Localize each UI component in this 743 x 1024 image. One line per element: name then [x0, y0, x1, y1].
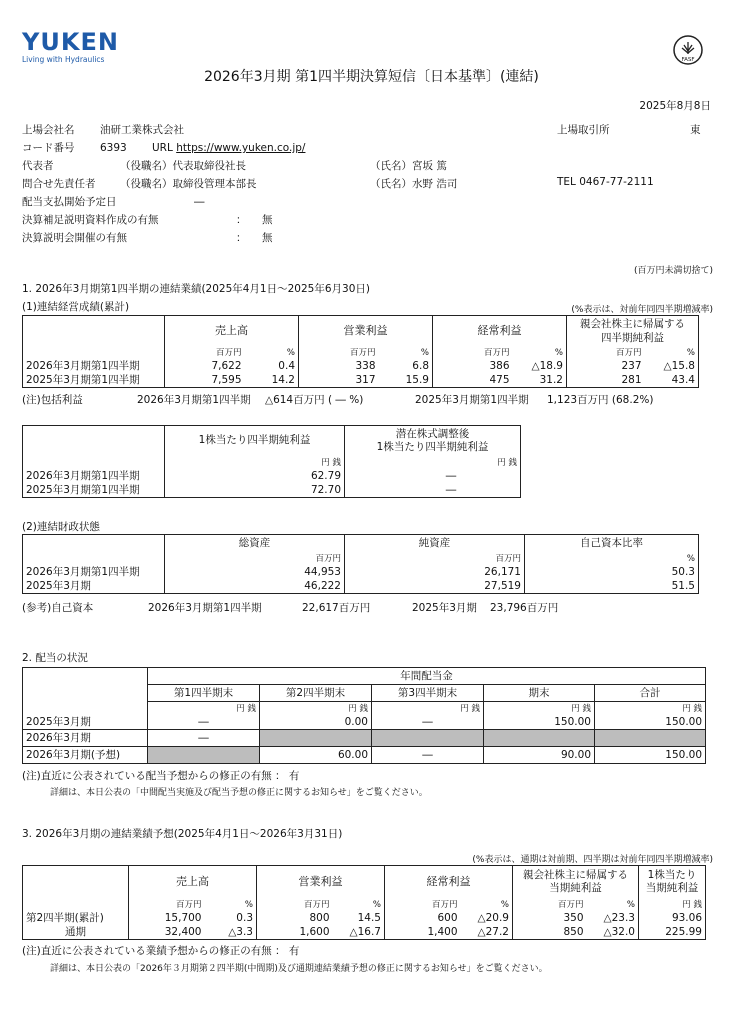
logo-text: YUKEN: [22, 28, 119, 56]
operating-results-table: 売上高 営業利益 経常利益 親会社株主に帰属する 四半期純利益 百万円 % 百万円 % 百万円 % 百万円 % 2026年3月期第1四半期 7,622 0.4 338 6.8 386 △18.9 237 △15.8 2025年3月期第1四半期 7,595 14.2 317 15.9 475 31.2 281 43.4: [22, 315, 699, 388]
col-equity-ratio: 自己資本比率: [525, 535, 699, 552]
dividend-table: 年間配当金 第1四半期末 第2四半期末 第3四半期末 期末 合計 円 銭 円 銭 円 銭 円 銭 円 銭 2025年3月期 ― 0.00 ― 150.00 150.00 2026年3月期 ― 2026年3月期(予想) 60.00 ― 90.00 150.00: [22, 667, 706, 764]
forecast-table: 売上高 営業利益 経常利益 親会社株主に帰属する 当期純利益 1株当たり 当期純利益 百万円 % 百万円 % 百万円 % 百万円 % 円 銭 第2四半期(累計) 15,700 0.3 800 14.5 600 △20.9 350 △23.3 93.06 通期 32,400 △3.3 1,600 △16.7 1,400 △27.2 850 △32.0 225.99: [22, 865, 706, 940]
section1-sub2: (2)連結財政状態: [22, 521, 100, 533]
representative-line: [22, 158, 246, 173]
document-title: 2026年3月期 第1四半期決算短信〔日本基準〕(連結): [204, 69, 539, 85]
briefing-label: 決算説明会開催の有無: [22, 232, 127, 244]
dividend-start-value: ―: [194, 196, 205, 208]
dividend-detail-note: 詳細は、本日公表の「中間配当実施及び配当予想の修正に関するお知らせ」をご覧ください。: [50, 788, 428, 798]
section2-title: 2. 配当の状況: [22, 652, 88, 664]
rep-name: 宮坂 篤: [412, 160, 447, 172]
contact-name-line: [370, 176, 457, 191]
forecast-detail-note: 詳細は、本日公表の「2026年３月期第２四半期(中間期)及び通期連結業績予想の修正に関するお知らせ」をご覧ください。: [50, 964, 548, 974]
rep-role: 代表取締役社長: [172, 160, 246, 172]
table-row: 2025年3月期第1四半期 7,595 14.2 317 15.9 475 31.2 281 43.4: [23, 374, 699, 388]
unit-yen: 百万円: [165, 346, 245, 360]
col-net-profit: 親会社株主に帰属する 当期純利益: [513, 866, 639, 898]
rounding-note: (百万円未満切捨て): [633, 266, 713, 276]
rep-role-label: （役職名）: [120, 160, 173, 172]
briefing-line: [22, 230, 273, 245]
table-row: 2026年3月期 ―: [23, 730, 706, 747]
supplementary-value: 無: [262, 214, 273, 226]
col-sales: 売上高: [129, 866, 257, 898]
financial-position-table: 総資産 純資産 自己資本比率 百万円 百万円 % 2026年3月期第1四半期 44,953 26,171 50.3 2025年3月期 46,222 27,519 51.5: [22, 534, 699, 594]
table-row: 2026年3月期(予想) 60.00 ― 90.00 150.00: [23, 747, 706, 764]
section1-sub1: (1)連結経営成績(累計): [22, 301, 130, 313]
col-q3-end: 第3四半期末: [372, 685, 484, 702]
table-row: 2026年3月期第1四半期 62.79 ―: [23, 470, 521, 484]
col-eps: 1株当たり 当期純利益: [639, 866, 706, 898]
table-row: 2025年3月期第1四半期 72.70 ―: [23, 484, 521, 498]
rep-label: 代表者: [22, 160, 54, 172]
section1-title: 1. 2026年3月期第1四半期の連結業績(2025年4月1日～2025年6月30日): [22, 283, 370, 295]
url-label: URL: [152, 142, 173, 154]
col-annual-dividend: 年間配当金: [148, 668, 706, 685]
company-name-label: 上場会社名: [22, 124, 75, 136]
supplementary-colon: ：: [236, 214, 247, 226]
code-label: コード番号: [22, 142, 75, 154]
tel-line: [557, 176, 654, 188]
comprehensive-income-note: (注)包括利益 2026年3月期第1四半期 △614百万円 ( ― %) 2025年3月期第1四半期 1,123百万円 (68.2%): [22, 394, 654, 406]
col-year-end: 期末: [484, 685, 595, 702]
briefing-value: 無: [262, 232, 273, 244]
briefing-colon: ：: [236, 232, 247, 244]
col-net-profit: 親会社株主に帰属する 四半期純利益: [567, 316, 699, 346]
exchange-line: [557, 122, 610, 137]
company-url-link[interactable]: https://www.yuken.co.jp/: [176, 142, 306, 154]
rep-name-line: [370, 158, 447, 173]
exchange-label: 上場取引所: [557, 124, 610, 136]
company-name-line: [22, 122, 184, 137]
code-number: 6393: [100, 142, 127, 154]
supplementary-line: [22, 212, 273, 227]
contact-role: 取締役管理本部長: [172, 178, 257, 190]
table-row: 2025年3月期 ― 0.00 ― 150.00 150.00: [23, 716, 706, 730]
forecast-revision-note: (注)直近に公表されている業績予想からの修正の有無 ： 有: [22, 945, 300, 957]
contact-role-label: （役職名）: [120, 178, 173, 190]
code-line: [22, 140, 305, 155]
exchange-value: 東: [690, 124, 701, 136]
company-logo: [22, 30, 119, 64]
table-row: 2025年3月期 46,222 27,519 51.5: [23, 580, 699, 594]
table-row: 通期 32,400 △3.3 1,600 △16.7 1,400 △27.2 850 △32.0 225.99: [23, 926, 706, 940]
section3-note: (%表示は、通期は対前期、四半期は対前年同四半期増減率): [472, 855, 713, 865]
dividend-start-label: 配当支払開始予定日: [22, 196, 117, 208]
col-sales: 売上高: [165, 316, 299, 346]
company-name: 油研工業株式会社: [100, 124, 184, 136]
table-corner: [23, 316, 165, 346]
col-ordinary-profit: 経常利益: [385, 866, 513, 898]
logo-tagline: Living with Hydraulics: [22, 55, 105, 64]
col-operating-profit: 営業利益: [299, 316, 433, 346]
col-net-assets: 純資産: [345, 535, 525, 552]
table-row: 第2四半期(累計) 15,700 0.3 800 14.5 600 △20.9 350 △23.3 93.06: [23, 912, 706, 926]
rep-name-label: （氏名）: [370, 160, 412, 172]
contact-name-label: （氏名）: [370, 178, 412, 190]
col-operating-profit: 営業利益: [257, 866, 385, 898]
eps-table: 1株当たり四半期純利益 潜在株式調整後 1株当たり四半期純利益 円 銭 円 銭 2026年3月期第1四半期 62.79 ― 2025年3月期第1四半期 72.70 ―: [22, 425, 521, 498]
report-date: 2025年8月8日: [639, 100, 711, 112]
col-q1-end: 第1四半期末: [148, 685, 260, 702]
col-q2-end: 第2四半期末: [260, 685, 372, 702]
table-row: 2026年3月期第1四半期 44,953 26,171 50.3: [23, 566, 699, 580]
contact-label: 問合せ先責任者: [22, 178, 96, 190]
section1-sub1-note: (%表示は、対前年同四半期増減率): [571, 305, 713, 315]
fasf-mark-icon: [672, 34, 704, 66]
equity-note: (参考)自己資本 2026年3月期第1四半期 22,617百万円 2025年3月期 23,796百万円: [22, 602, 559, 614]
col-ordinary-profit: 経常利益: [433, 316, 567, 346]
supplementary-label: 決算補足説明資料作成の有無: [22, 214, 159, 226]
tel-number: 0467-77-2111: [579, 176, 654, 188]
contact-name: 水野 浩司: [412, 178, 458, 190]
col-eps: 1株当たり四半期純利益: [165, 426, 345, 456]
col-total-assets: 総資産: [165, 535, 345, 552]
dividend-revision-note: (注)直近に公表されている配当予想からの修正の有無 ： 有: [22, 770, 300, 782]
col-diluted-eps: 潜在株式調整後 1株当たり四半期純利益: [345, 426, 521, 456]
contact-line: [22, 176, 257, 191]
dividend-start-line: [22, 194, 205, 209]
col-total: 合計: [595, 685, 706, 702]
table-row: 2026年3月期第1四半期 7,622 0.4 338 6.8 386 △18.9 237 △15.8: [23, 360, 699, 374]
fasf-label: FASF: [681, 57, 695, 63]
unit-pct: %: [245, 346, 299, 360]
tel-label: TEL: [557, 176, 576, 188]
section3-title: 3. 2026年3月期の連結業績予想(2025年4月1日～2026年3月31日): [22, 828, 343, 840]
